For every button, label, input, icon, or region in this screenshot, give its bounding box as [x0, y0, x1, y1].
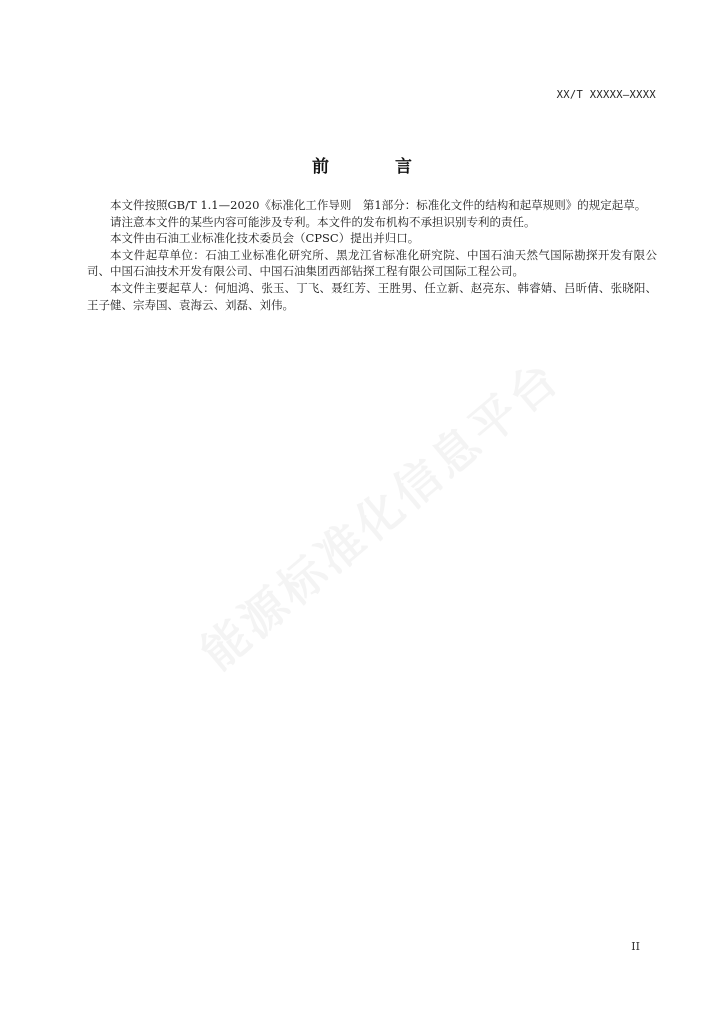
paragraph-patent-notice: 请注意本文件的某些内容可能涉及专利。本文件的发布机构不承担识别专利的责任。: [110, 214, 536, 229]
page-number: II: [631, 940, 640, 953]
watermark: 能源标准化信息平台: [190, 349, 571, 681]
foreword-body: [87, 197, 657, 313]
paragraph-drafting-rules: 本文件按照GB/T 1.1—2020《标准化工作导则 第1部分：标准化文件的结构和起草规则》的规定起草。: [110, 198, 647, 212]
paragraph-drafters: 本文件主要起草人：何旭鸿、张玉、丁飞、聂红芳、王胜男、任立新、赵亮东、韩睿婧、吕昕倩、张晓阳、王子健、宗寿国、袁海云、刘磊、刘伟。: [87, 280, 657, 312]
page-title: 前 言: [312, 157, 442, 177]
standard-code: XX/T XXXXX—XXXX: [556, 89, 656, 101]
paragraph-drafting-units: 本文件起草单位：石油工业标准化研究所、黑龙江省标准化研究院、中国石油天然气国际勘探开发有限公司、中国石油技术开发有限公司、中国石油集团西部钻探工程有限公司国际工程公司。: [87, 247, 657, 279]
paragraph-proposer: 本文件由石油工业标准化技术委员会（CPSC）提出并归口。: [110, 231, 420, 246]
